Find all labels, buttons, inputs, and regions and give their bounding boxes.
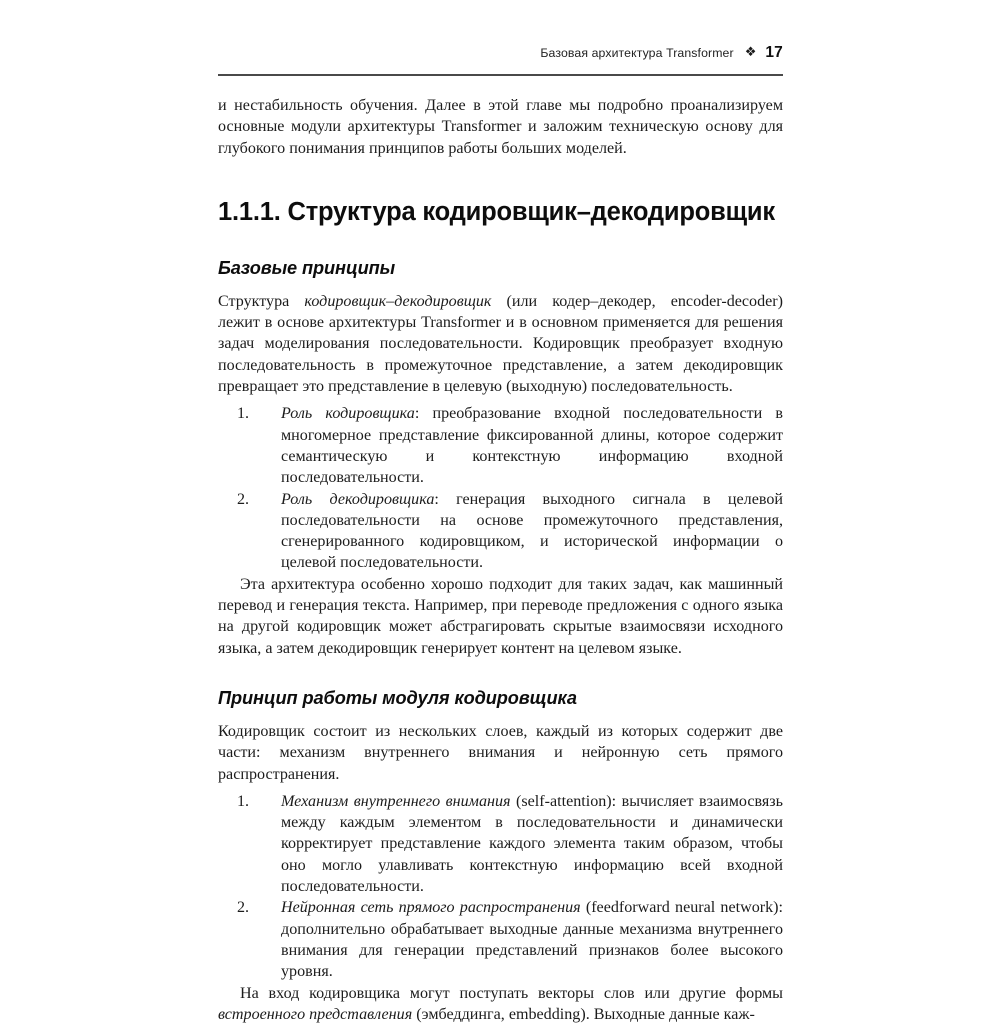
- header-rule-divider: [218, 74, 783, 76]
- list-item: [237, 489, 783, 574]
- sub-heading-basic-principles: Базовые принципы: [218, 257, 783, 279]
- paragraph-architecture-use-cases: Эта архитектура особенно хорошо подходит для таких задач, как машинный перевод и генерация текста. Например, при переводе предложения с одного языка на другой кодировщик может абстрагировать скрытые взаимосвязи исходного языка, а затем декодировщик генерирует контент на целевом языке.: [218, 574, 783, 659]
- section-heading-wrap: [218, 197, 783, 227]
- list-item-text: (feedforward neural network): дополнительно обрабатывает выходные данные механизма внутреннего внимания для генерации представлений признаков более высокого уровня.: [281, 899, 783, 980]
- text-column: [218, 95, 783, 1025]
- list-item-italic-lead: Роль декодировщика: [281, 491, 434, 508]
- paragraph-4-italic-term: встроенного представления: [218, 1006, 412, 1023]
- list-item: [237, 791, 783, 897]
- list-item-italic-lead: Роль кодировщика: [281, 405, 415, 422]
- paragraph-1-lead: Структура: [218, 293, 304, 310]
- paragraph-encoder-decoder-structure: [218, 291, 783, 397]
- list-marker: 1.: [237, 403, 267, 424]
- roles-list: [218, 403, 783, 573]
- running-head: [218, 44, 783, 62]
- paragraph-4-tail: (эмбеддинга, embedding). Выходные данные каж-: [412, 1006, 755, 1023]
- list-item-text: : генерация выходного сигнала в целевой последовательности на основе промежуточного представления, сгенерированного кодировщиком, и исторической информации о целевой последовательности.: [281, 491, 783, 572]
- list-item: [237, 897, 783, 982]
- running-head-title: Базовая архитектура Transformer: [540, 46, 733, 60]
- list-item-italic-lead: Нейронная сеть прямого распространения: [281, 899, 581, 916]
- paragraph-1-tail: (или кодер–декодер, encoder-decoder) лежит в основе архитектуры Transformer и в основном применяется для решения задач моделирования последовательности. Кодировщик преобразует входную последовательность в промежуточное представление, а затем декодировщик превращает это представление в целевую (выходную) последовательность.: [218, 293, 783, 395]
- list-marker: 1.: [237, 791, 267, 812]
- list-marker: 2.: [237, 897, 267, 918]
- page-number: 17: [765, 44, 783, 62]
- sub-heading-1-wrap: [218, 257, 783, 279]
- list-item-text: : преобразование входной последовательности в многомерное представление фиксированной длины, которое содержит семантическую и контекстную информацию входной последовательности.: [281, 405, 783, 486]
- diamond-ornament-icon: ❖: [745, 45, 757, 58]
- list-item: [237, 403, 783, 488]
- section-heading: 1.1.1. Структура кодировщик–декодировщик: [218, 197, 783, 227]
- paragraph-1-italic-term: кодировщик–декодировщик: [304, 293, 491, 310]
- list-item-text: (self-attention): вычисляет взаимосвязь между каждым элементом в последовательности и динамически корректирует представление каждого элемента таким образом, чтобы оно могло улавливать контекстную информацию всей входной последовательности.: [281, 793, 783, 895]
- list-item-italic-lead: Механизм внутреннего внимания: [281, 793, 511, 810]
- list-marker: 2.: [237, 489, 267, 510]
- sub-heading-encoder-principle: Принцип работы модуля кодировщика: [218, 687, 783, 709]
- encoder-parts-list: [218, 791, 783, 983]
- paragraph-encoder-input: [218, 983, 783, 1025]
- paragraph-encoder-layers: Кодировщик состоит из нескольких слоев, каждый из которых содержит две части: механизм внутреннего внимания и нейронную сеть прямого распространения.: [218, 721, 783, 785]
- intro-paragraph: и нестабильность обучения. Далее в этой главе мы подробно проанализируем основные модули архитектуры Transformer и заложим техническую основу для глубокого понимания принципов работы больших моделей.: [218, 95, 783, 159]
- sub-heading-2-wrap: [218, 687, 783, 709]
- paragraph-4-lead: На вход кодировщика могут поступать векторы слов или другие формы: [240, 985, 783, 1002]
